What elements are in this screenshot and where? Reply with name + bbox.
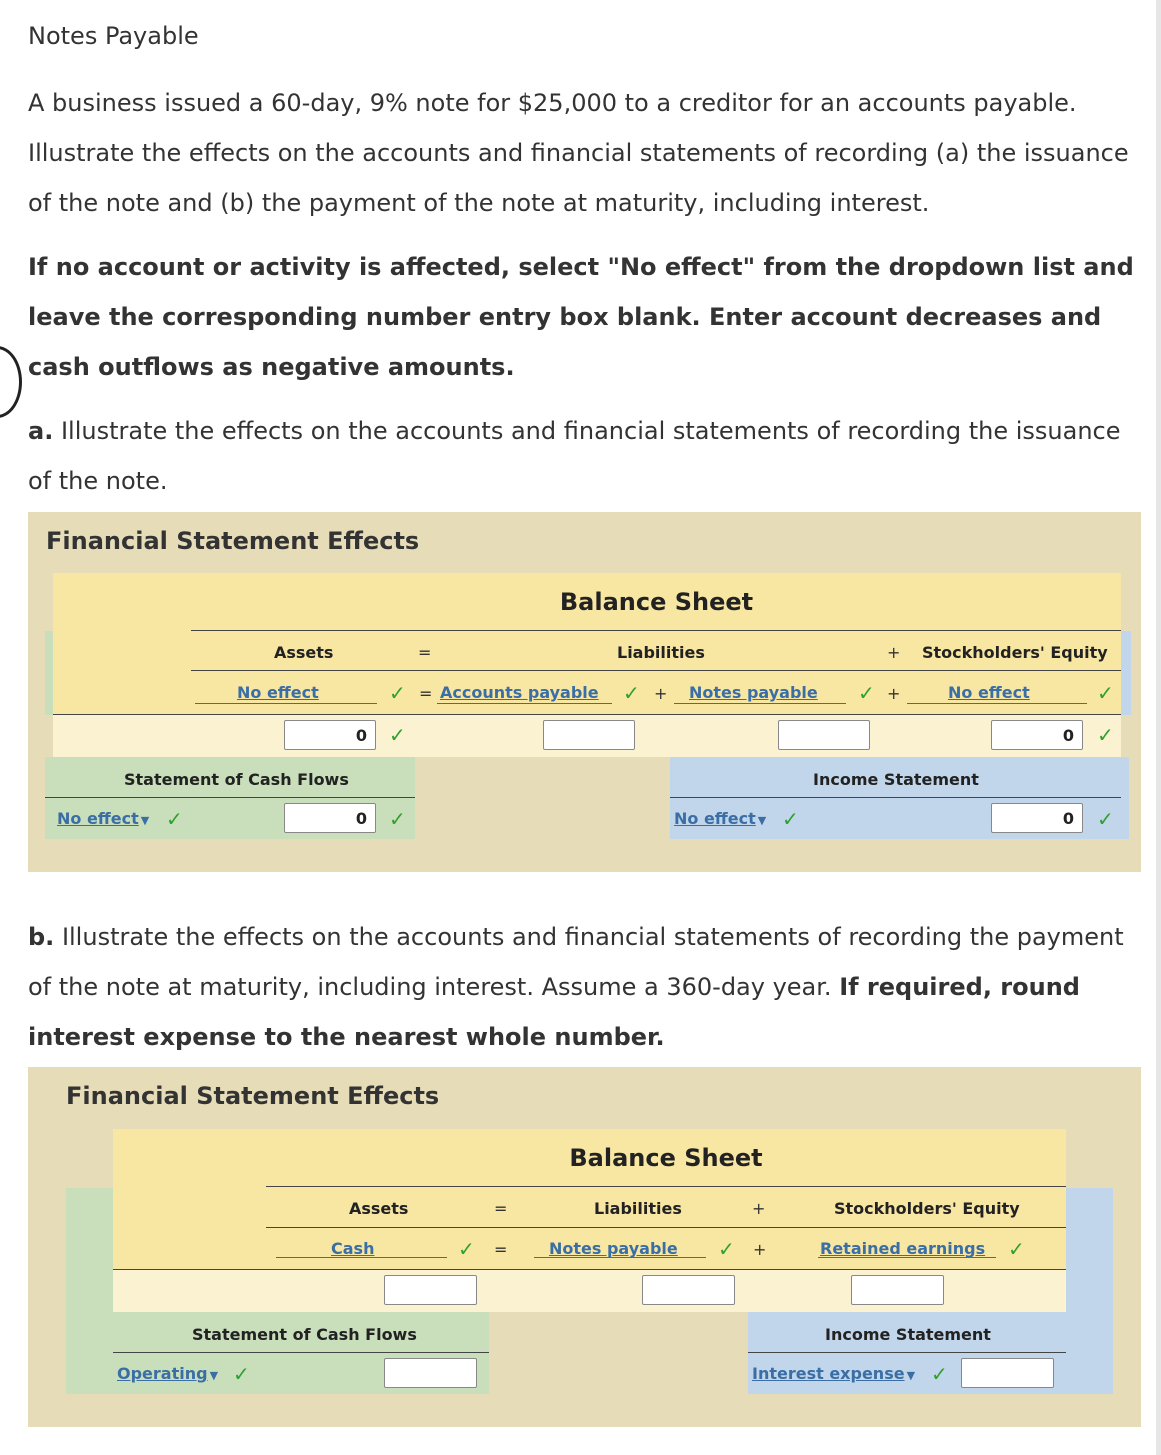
part-a-liability-2-amount-input[interactable]	[778, 720, 870, 750]
part-a-equity-account-label: No effect	[948, 683, 1030, 702]
part-b-assets-account-select[interactable]	[331, 1239, 374, 1258]
part-a-row-rule	[53, 714, 1121, 715]
check-icon: ✓	[718, 1237, 735, 1261]
dropdown-caret-icon: ▼	[906, 1369, 916, 1382]
check-icon: ✓	[931, 1362, 948, 1386]
part-b-bold-text: If required, round interest expense to the nearest whole number.	[28, 973, 1080, 1051]
part-b-liability-account-select[interactable]	[549, 1239, 678, 1258]
part-b-cash-flows-amount-input[interactable]	[384, 1358, 477, 1388]
part-b-equals-op-2: =	[494, 1240, 508, 1259]
part-a-liab1-underline	[437, 703, 612, 704]
part-a-prompt	[28, 406, 1138, 506]
part-a-liability-1-label: Accounts payable	[440, 683, 599, 702]
part-a-liability-2-label: Notes payable	[689, 683, 818, 702]
check-icon: ✓	[1097, 723, 1114, 747]
part-b-blue-edge	[1066, 1188, 1113, 1312]
part-a-blue-edge	[1121, 631, 1131, 715]
check-icon: ✓	[166, 807, 183, 831]
part-a-assets-account-underline	[195, 703, 377, 704]
part-a-liab2-underline	[674, 703, 846, 704]
check-icon: ✓	[389, 681, 406, 705]
part-a-header-rule	[191, 630, 1121, 631]
part-a-liabilities-header: Liabilities	[617, 643, 705, 662]
part-a-cash-flows-amount-input[interactable]: 0	[284, 803, 376, 833]
part-b-income-rule	[748, 1352, 1066, 1353]
part-b-section-title: Financial Statement Effects	[66, 1082, 440, 1110]
part-b-plus-op: +	[752, 1199, 766, 1218]
check-icon: ✓	[1097, 807, 1114, 831]
side-marker	[0, 346, 22, 418]
part-b-text: Illustrate the effects on the accounts and financial statements of recording the payment of the note at maturity, including interest. Assume a 360-day year.	[28, 923, 1124, 1001]
part-b-cash-flows-title: Statement of Cash Flows	[192, 1325, 417, 1344]
part-b-equity-account-select[interactable]	[820, 1239, 985, 1258]
dropdown-caret-icon: ▼	[209, 1369, 219, 1382]
part-b-income-account-label: Interest expense	[752, 1364, 905, 1383]
part-a-liability-1-account-select[interactable]	[440, 683, 599, 702]
part-b-income-amount-input[interactable]	[961, 1358, 1054, 1388]
part-a-section-title: Financial Statement Effects	[46, 527, 420, 555]
part-a-liability-2-account-select[interactable]	[689, 683, 818, 702]
part-b-equity-header: Stockholders' Equity	[834, 1199, 1020, 1218]
part-b-assets-header: Assets	[349, 1199, 409, 1218]
part-b-header-rule	[266, 1186, 1066, 1187]
check-icon: ✓	[233, 1362, 250, 1386]
dropdown-caret-icon: ▼	[757, 814, 767, 827]
part-b-income-statement-title: Income Statement	[825, 1325, 991, 1344]
check-icon: ✓	[1008, 1237, 1025, 1261]
part-b-plus-op-2: +	[753, 1240, 767, 1259]
part-a-equity-account-select[interactable]	[948, 683, 1030, 702]
check-icon: ✓	[1097, 681, 1114, 705]
part-a-green-edge	[45, 631, 53, 715]
part-a-income-statement-title: Income Statement	[813, 770, 979, 789]
part-b-liability-amount-input[interactable]	[642, 1275, 735, 1305]
part-a-letter: a.	[28, 417, 54, 445]
part-a-cash-flows-activity-label: No effect	[57, 809, 139, 828]
part-a-equity-amount-input[interactable]: 0	[991, 720, 1083, 750]
part-b-assets-account-label: Cash	[331, 1239, 375, 1258]
dropdown-caret-icon: ▼	[140, 814, 150, 827]
check-icon: ✓	[782, 807, 799, 831]
scrollbar[interactable]	[1156, 0, 1161, 1455]
part-a-assets-account-label: No effect	[237, 683, 319, 702]
part-b-letter: b.	[28, 923, 55, 951]
instructions-text: If no account or activity is affected, select "No effect" from the dropdown list and leave the corresponding number entry box blank. Enter account decreases and cash outflows as negative amounts.	[28, 253, 1134, 381]
check-icon: ✓	[389, 807, 406, 831]
page-title: Notes Payable	[28, 22, 199, 50]
part-a-equity-header: Stockholders' Equity	[922, 643, 1108, 662]
part-b-equals-op: =	[494, 1199, 508, 1218]
part-a-liability-1-amount-input[interactable]	[543, 720, 635, 750]
part-b-equity-amount-input[interactable]	[851, 1275, 944, 1305]
part-a-plus-op: +	[887, 643, 901, 662]
part-a-income-account-label: No effect	[674, 809, 756, 828]
part-a-text: Illustrate the effects on the accounts and financial statements of recording the issuance of the note.	[28, 417, 1121, 495]
part-a-balance-sheet-title: Balance Sheet	[559, 588, 754, 616]
part-a-account-rule	[191, 670, 1121, 671]
part-a-equals-op-2: =	[419, 684, 433, 703]
part-a-assets-account-select[interactable]	[237, 683, 319, 702]
part-a-equity-underline	[907, 703, 1087, 704]
intro-text: A business issued a 60-day, 9% note for $25,000 to a creditor for an accounts payable. Illustrate the effects on the accounts and financial statements of recording (a) the issuance of the note and (b) the payment of the note at maturity, including interest.	[28, 89, 1129, 217]
part-b-balance-sheet-title: Balance Sheet	[569, 1144, 763, 1172]
part-a-plus-op-2: +	[654, 684, 668, 703]
part-a-cash-flows-activity-select[interactable]	[57, 809, 149, 828]
part-b-cash-flows-activity-label: Operating	[117, 1364, 208, 1383]
part-a-cash-flows-title: Statement of Cash Flows	[124, 770, 349, 789]
part-b-row-rule	[113, 1269, 1066, 1270]
part-a-cash-flows-rule	[45, 797, 415, 798]
part-b-liabilities-header: Liabilities	[594, 1199, 682, 1218]
part-a-income-account-select[interactable]	[674, 809, 766, 828]
part-b-equity-account-label: Retained earnings	[820, 1239, 986, 1258]
part-a-equals-op: =	[418, 643, 432, 662]
part-b-income-account-select[interactable]	[752, 1364, 915, 1383]
part-a-assets-amount-input[interactable]: 0	[284, 720, 376, 750]
part-a-plus-op-3: +	[887, 684, 901, 703]
part-b-prompt	[28, 912, 1138, 1062]
part-b-account-rule	[266, 1227, 1066, 1228]
part-a-assets-header: Assets	[274, 643, 334, 662]
check-icon: ✓	[389, 723, 406, 747]
part-a-income-rule	[670, 797, 1121, 798]
check-icon: ✓	[623, 681, 640, 705]
check-icon: ✓	[858, 681, 875, 705]
part-b-cash-flows-rule	[113, 1352, 489, 1353]
part-b-assets-amount-input[interactable]	[384, 1275, 477, 1305]
part-b-green-edge	[66, 1188, 113, 1312]
part-a-income-amount-input[interactable]: 0	[991, 803, 1083, 833]
part-b-liability-account-label: Notes payable	[549, 1239, 678, 1258]
check-icon: ✓	[458, 1237, 475, 1261]
part-b-cash-flows-activity-select[interactable]	[117, 1364, 218, 1383]
